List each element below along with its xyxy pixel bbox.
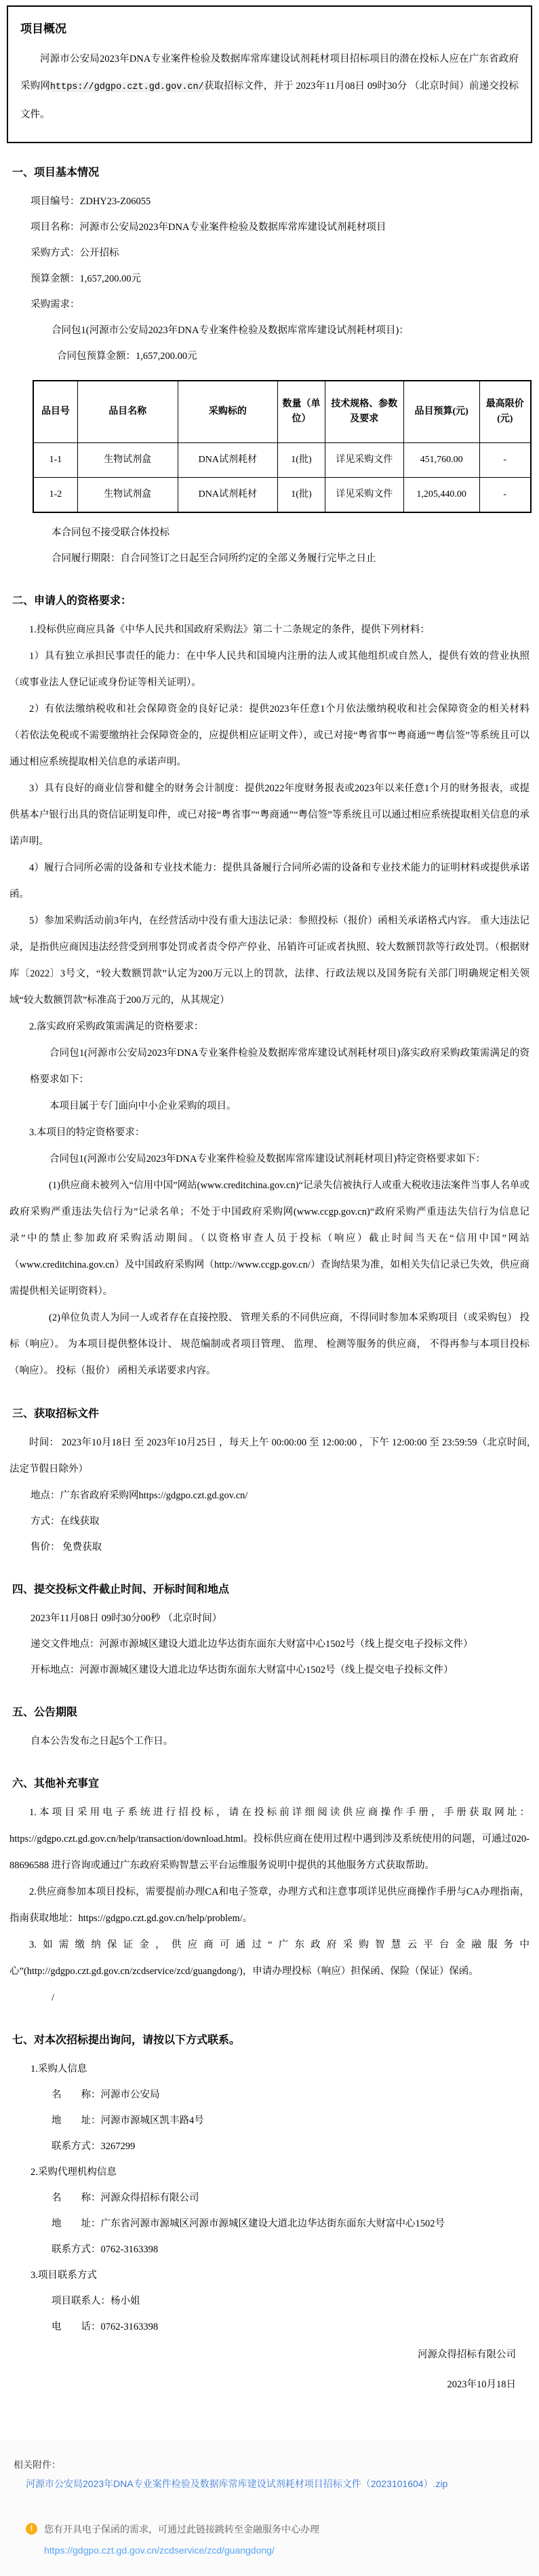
col-header-item-name: 品目名称 <box>77 381 178 443</box>
agency-address: 地 址：广东省河源市源城区河源市源城区建设大道北边华达街东面东大财富中心1502号 <box>52 2218 445 2229</box>
attachments-label: 相关附件： <box>14 2459 61 2470</box>
table-cell: 1(批) <box>278 443 325 478</box>
supplement-item-2: 2.供应商参加本项目投标，需要提前办理CA和电子签章，办理方式和注意事项详见供应商操作手册与CA办理指南，指南获取地址：https://gdgpo.czt.gd.gov.cn/help/problem/。 <box>9 1887 530 1924</box>
procurement-site-url: https://gdgpo.czt.gd.gov.cn/ <box>49 82 204 92</box>
attachments-footer <box>0 2440 539 2576</box>
project-contact-label: 3.项目联系方式 <box>31 2270 97 2281</box>
table-cell: 生物试剂盒 <box>77 443 178 478</box>
section1-heading: 一、项目基本情况 <box>12 167 100 178</box>
table-row <box>33 443 531 478</box>
agency-contact: 联系方式：0762-3163398 <box>52 2244 159 2255</box>
announcement-period: 自本公告发布之日起5个工作日。 <box>31 1736 174 1747</box>
col-header-budget: 品目预算(元) <box>403 381 479 443</box>
section5-heading: 五、公告期限 <box>12 1707 78 1718</box>
sme-note: 本项目属于专门面向中小企业采购的项目。 <box>49 1101 237 1112</box>
obtain-time: 时间： 2023年10月18日 至 2023年10月25日 ，每天上午 00:00:00 至 12:00:00 ，下午 12:00:00 至 23:59:59（北京时间,法定节假日除外） <box>9 1437 530 1475</box>
contract-package-budget: 合同包预算金额：1,657,200.00元 <box>57 351 197 362</box>
policy-requirement-package: 合同包1(河源市公安局2023年DNA专业案件检验及数据库常库建设试剂耗材项目)落实政府采购政策需满足的资格要求如下： <box>30 1048 530 1085</box>
project-contact-tel: 电 话：0762-3163398 <box>52 2322 159 2332</box>
guarantee-notice <box>26 2522 539 2537</box>
col-header-target: 采购标的 <box>178 381 278 443</box>
warning-icon: ! <box>26 2523 37 2535</box>
project-number: 项目编号：ZDHY23-Z06055 <box>31 196 151 207</box>
table-cell: 1-1 <box>33 443 77 478</box>
col-header-item-no: 品目号 <box>33 381 77 443</box>
policy-requirement-label: 2.落实政府采购政策需满足的资格要求： <box>29 1021 204 1032</box>
buyer-info-label: 1.采购人信息 <box>31 2064 87 2075</box>
bid-deadline: 2023年11月08日 09时30分00秒 （北京时间） <box>31 1613 222 1624</box>
overview-intro-before: 河源市公安局2023年DNA专业案件检验及数据库常库建设试剂耗材项目招标项目的潜在投标人应在广东省政府采购网 <box>20 54 519 92</box>
section7-heading: 七、对本次招标提出询问，请按以下方式联系。 <box>12 2034 241 2046</box>
supplement-item-3: 3.如需缴纳保证金，供应商可通过“广东政府采购智慧云平台金融服务中心”(http://gdgpo.czt.gd.gov.cn/zcdservice/zcd/guangdong/)，申请办理投标（响应）担保函、保险（保证）保函。 <box>9 1939 530 1977</box>
table-cell: 详见采购文件 <box>325 443 403 478</box>
qualification-intro: 1.投标供应商应具备《中华人民共和国政府采购法》第二十二条规定的条件，提供下列材料： <box>29 624 430 635</box>
table-cell: 1(批) <box>278 478 325 513</box>
specific-requirement-label: 3.本项目的特定资格要求： <box>29 1127 145 1138</box>
overview-intro <box>20 45 519 128</box>
signature-company: 河源众得招标有限公司 <box>418 2349 516 2360</box>
attachment-zip-link[interactable]: 河源市公安局2023年DNA专业案件检验及数据库常库建设试剂耗材项目招标文件（2023101604）.zip <box>26 2478 448 2489</box>
col-header-spec: 技术规格、参数及要求 <box>325 381 403 443</box>
obtain-place: 地点：广东省政府采购网https://gdgpo.czt.gd.gov.cn/ <box>31 1490 248 1501</box>
col-header-qty: 数量（单位） <box>278 381 325 443</box>
slash-placeholder: / <box>52 1992 55 2003</box>
supplement-item-1: 1.本项目采用电子系统进行招投标，请在投标前详细阅读供应商操作手册，手册获取网址：https://gdgpo.czt.gd.gov.cn/help/transaction/download.html。投标供应商在使用过程中遇到涉及系统使用的问题，可通过020-88696588 进行咨询或通过广东政府采购智慧云平台运维服务说明中提供的其他服务方式获取帮助。 <box>9 1807 530 1871</box>
obtain-price: 售价： 免费获取 <box>31 1542 102 1553</box>
items-table <box>33 380 532 513</box>
table-cell: DNA试剂耗材 <box>178 443 278 478</box>
demand-label: 采购需求： <box>31 299 80 310</box>
project-name: 项目名称：河源市公安局2023年DNA专业案件检验及数据库常库建设试剂耗材项目 <box>31 222 386 233</box>
qualification-item-4: 4）履行合同所必需的设备和专业技术能力：提供具备履行合同所必需的设备和专业技术能力的证明材料或提供承诺函。 <box>9 863 530 900</box>
financial-service-link[interactable]: https://gdgpo.czt.gd.gov.cn/zcdservice/zcd/guangdong/ <box>44 2545 275 2556</box>
col-header-price-cap: 最高限价(元) <box>479 381 531 443</box>
qualification-item-2: 2）有依法缴纳税收和社会保障资金的良好记录：提供2023年任意1个月依法缴纳税收和社会保障资金的相关材料（若依法免税或不需要缴纳社会保障资金的，应提供相应证明文件），或已对接“粤省事”“粤商通”“粤信签”等系统且可以通过相应系统提取相关信息的承诺声明。 <box>9 704 530 768</box>
table-cell: 451,760.00 <box>403 443 479 478</box>
agency-name: 名 称：河源众得招标有限公司 <box>52 2193 199 2203</box>
contract-period-note: 合同履行期限：自合同签订之日起至合同所约定的全部义务履行完毕之日止 <box>52 553 376 564</box>
table-cell: 生物试剂盒 <box>77 478 178 513</box>
specific-requirement-package: 合同包1(河源市公安局2023年DNA专业案件检验及数据库常库建设试剂耗材项目)特定资格要求如下： <box>49 1154 485 1164</box>
no-consortium-note: 本合同包不接受联合体投标 <box>52 527 169 538</box>
overview-title: 项目概况 <box>20 22 66 35</box>
table-row <box>33 478 531 513</box>
bid-submit-place: 递交文件地点：河源市源城区建设大道北边华达街东面东大财富中心1502号（线上提交电子投标文件） <box>31 1639 473 1650</box>
buyer-name: 名 称：河源市公安局 <box>52 2089 160 2100</box>
section2-heading: 二、申请人的资格要求： <box>12 595 132 607</box>
table-cell: 1-2 <box>33 478 77 513</box>
qualification-item-5: 5）参加采购活动前3年内，在经营活动中没有重大违法记录：参照投标（报价）函相关承诺格式内容。 重大违法记录，是指供应商因违法经营受到刑事处罚或者责令停产停业、吊销许可证或者执照、较大数额罚款等行政处罚。（根据财库〔2022〕3号文，“较大数额罚款”认定为200万元以上的罚款，法律、行政法规以及国务院有关部门明确规定相关领域“较大数额罚款”标准高于200万元的，从其规定） <box>9 915 530 1006</box>
specific-requirement-item-1: (1)供应商未被列入“信用中国”网站(www.creditchina.gov.cn)“记录失信被执行人或重大税收违法案件当事人名单或政府采购严重违法失信行为”记录名单；不处于中国政府采购网(www.ccgp.gov.cn)“政府采购严重违法失信行为信息记录”中的禁止参加政府采购活动期间。（以资格审查人员于投标（响应）截止时间当天在“信用中国”网站（www.creditchina.gov.cn）及中国政府采购网（http://www.ccgp.gov.cn/）查询结果为准，如相关失信记录已失效，供应商需提供相关证明资料）。 <box>9 1180 530 1297</box>
contract-package-line: 合同包1(河源市公安局2023年DNA专业案件检验及数据库常库建设试剂耗材项目)： <box>52 325 409 336</box>
section4-heading: 四、提交投标文件截止时间、开标时间和地点 <box>12 1584 230 1595</box>
bid-open-place: 开标地点：河源市源城区建设大道北边华达街东面东大财富中心1502号（线上提交电子投标文件） <box>31 1665 454 1675</box>
qualification-item-1: 1）具有独立承担民事责任的能力：在中华人民共和国境内注册的法人或其他组织或自然人，提供有效的营业执照（或事业法人登记证或身份证等相关证明）。 <box>9 651 530 688</box>
qualification-item-3: 3）具有良好的商业信誉和健全的财务会计制度：提供2022年度财务报表或2023年以来任意1个月的财务报表，或提供基本户银行出具的资信证明复印件，或已对接“粤省事”“粤商通”“粤信签”等系统且可以通过相应系统提取相关信息的承诺声明。 <box>9 783 530 847</box>
table-cell: - <box>479 443 531 478</box>
table-cell: 详见采购文件 <box>325 478 403 513</box>
project-overview-box <box>7 5 532 143</box>
table-cell: DNA试剂耗材 <box>178 478 278 513</box>
section6-heading: 六、其他补充事宜 <box>12 1778 100 1789</box>
signature-date: 2023年10月18日 <box>447 2379 516 2390</box>
agency-info-label: 2.采购代理机构信息 <box>31 2167 117 2178</box>
buyer-address: 地 址：河源市源城区凯丰路4号 <box>52 2115 204 2126</box>
procurement-method: 采购方式：公开招标 <box>31 248 119 259</box>
table-header-row <box>33 381 531 443</box>
project-contact-person: 项目联系人：杨小姐 <box>52 2296 140 2307</box>
table-cell: 1,205,440.00 <box>403 478 479 513</box>
overview-intro-after: 获取招标文件，并于 2023年11月08日 09时30分 （北京时间）前递交投标文件。 <box>20 81 519 120</box>
section3-heading: 三、获取招标文件 <box>12 1408 100 1420</box>
specific-requirement-item-2: (2)单位负责人为同一人或者存在直接控股、 管理关系的不同供应商，不得同时参加本采购项目（或采购包） 投标（响应）。 为本项目提供整体设计、 规范编制或者项目管理、 监理、 检测等服务的供应商， 不得再参与本项目投标（响应）。 投标（报价） 函相关承诺要求内容。 <box>9 1312 530 1376</box>
buyer-contact: 联系方式：3267299 <box>52 2141 136 2152</box>
budget-amount: 预算金额：1,657,200.00元 <box>31 273 142 284</box>
guarantee-notice-text: 您有开具电子保函的需求，可通过此链接跳转至金融服务中心办理 <box>44 2524 319 2535</box>
table-cell: - <box>479 478 531 513</box>
obtain-method: 方式：在线获取 <box>31 1516 100 1527</box>
